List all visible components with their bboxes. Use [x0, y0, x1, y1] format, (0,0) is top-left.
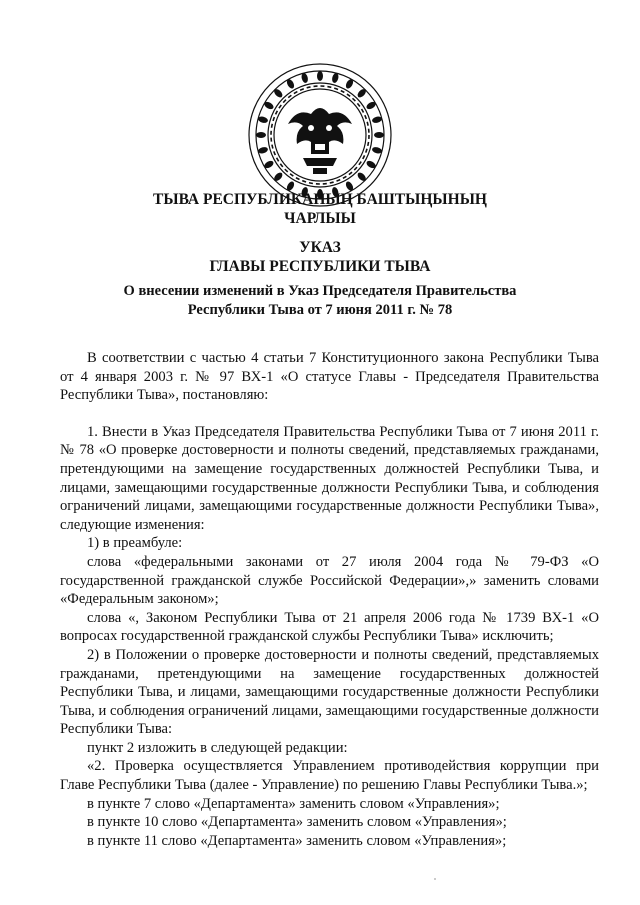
- subitem-2c-paragraph: в пункте 7 слово «Департамента» заменить словом «Управления»;: [87, 795, 500, 812]
- subitem-1a-paragraph: слова «федеральными законами от 27 июля 2004 года № 79-ФЗ «О государственной гражданской службе Российской Федерации»,» заменить словами «Федеральным законом»;: [60, 553, 599, 608]
- republic-of-tuva-emblem: [247, 62, 393, 208]
- decree-issuer: ГЛАВЫ РЕСПУБЛИКИ ТЫВА: [209, 258, 431, 275]
- decree-subject-line2: Республики Тыва от 7 июня 2011 г. № 78: [187, 302, 453, 318]
- decree-body: [60, 349, 599, 850]
- subitem-2b-paragraph: «2. Проверка осуществляется Управлением противодействия коррупции при Главе Республики Тыва (далее - Управление) по решению Главы Республики Тыва.»;: [60, 758, 599, 794]
- subitem-1b-paragraph: слова «, Законом Республики Тыва от 21 апреля 2006 года № 1739 ВХ-1 «О вопросах государственной гражданской службы Республики Тыва» исключить;: [60, 609, 599, 645]
- scan-artifact: [434, 878, 436, 880]
- preamble-paragraph: В соответствии с частью 4 статьи 7 Конституционного закона Республики Тыва от 4 января 2003 г. № 97 ВХ-1 «О статусе Главы - Председателя Правительства Республики Тыва», постановляю:: [60, 350, 599, 404]
- subitem-2a-paragraph: пункт 2 изложить в следующей редакции:: [87, 739, 348, 756]
- decree-subject-line1: О внесении изменений в Указ Председателя Правительства: [123, 283, 517, 299]
- decree-type: УКАЗ: [299, 239, 341, 256]
- item-1-paragraph: 1. Внести в Указ Председателя Правительства Республики Тыва от 7 июня 2011 г. № 78 «О проверке достоверности и полноты сведений, представляемых гражданами, претендующими на замещение государственных должностей Республики Тыва, и лицами, замещающими государственные должности Республики Тыва, и соблюдения ограничений лицами, замещающими государственные должности Республики Тыва», следующие изменения:: [60, 423, 599, 533]
- subitem-2-paragraph: 2) в Положении о проверке достоверности и полноты сведений, представляемых гражданами, претендующими на замещение государственных должностей Республики Тыва, и лицами, замещающими государственные должности Республики Тыва, и соблюдения ограничений лицами, замещающими государственные должности Республики Тыва:: [60, 646, 599, 738]
- tuvan-title-line1: ТЫВА РЕСПУБЛИКАНЫҢ БАШТЫҢЫНЫҢ: [153, 191, 487, 208]
- subitem-2e-paragraph: в пункте 11 слово «Департамента» заменить словом «Управления»;: [87, 832, 507, 849]
- tuvan-title-line2: ЧАРЛЫЫ: [284, 210, 356, 227]
- subitem-1-paragraph: 1) в преамбуле:: [87, 535, 183, 552]
- subitem-2d-paragraph: в пункте 10 слово «Департамента» заменить словом «Управления»;: [87, 814, 507, 831]
